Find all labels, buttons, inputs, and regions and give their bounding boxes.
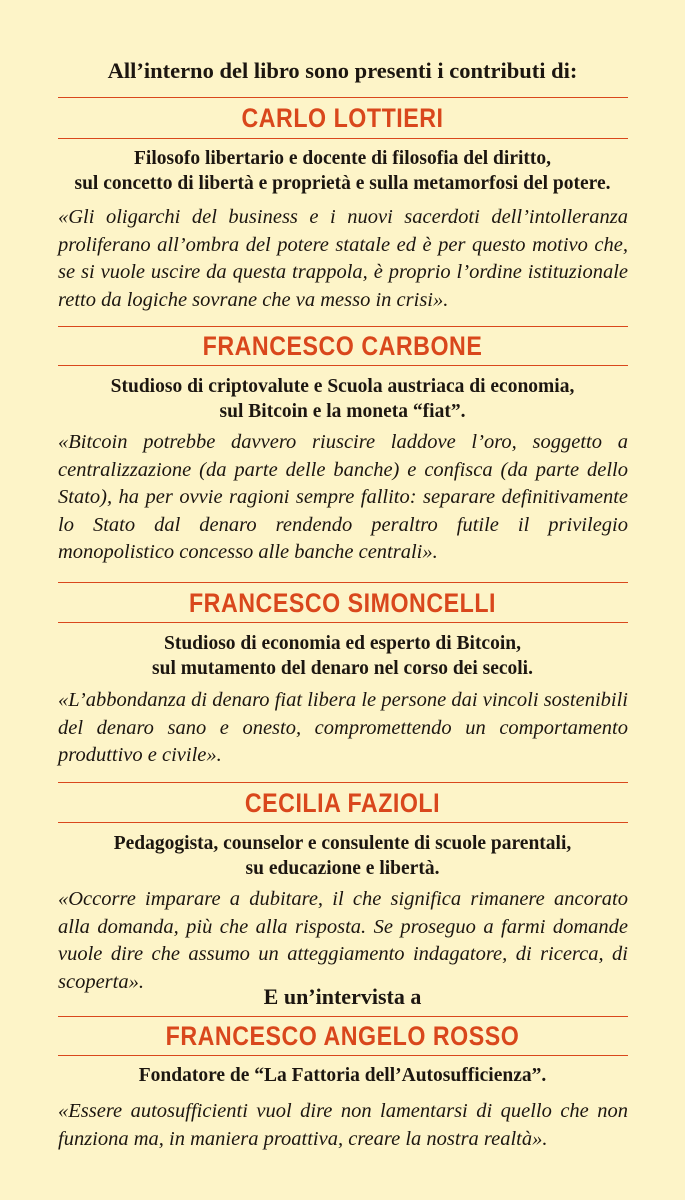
contributor-name: CARLO LOTTIERI	[241, 103, 444, 133]
contributor-description	[40, 831, 645, 881]
contributor-description	[40, 146, 645, 196]
interview-heading: E un’intervista a	[263, 984, 422, 1009]
description-line: su educazione e libertà.	[245, 858, 440, 879]
divider-rule	[58, 97, 628, 98]
contributor-description	[40, 374, 645, 424]
description-line: Fondatore de “La Fattoria dell’Autosufficienza”.	[138, 1065, 547, 1086]
contributor-name: CECILIA FAZIOLI	[244, 788, 441, 818]
contributor-name: FRANCESCO SIMONCELLI	[188, 588, 497, 618]
description-line: Studioso di criptovalute e Scuola austriaca di economia,	[110, 376, 575, 397]
interviewee-name: FRANCESCO ANGELO ROSSO	[165, 1021, 520, 1051]
interviewee-quote: «Essere autosufficienti vuol dire non lamentarsi di quello che non funziona ma, in maniera proattiva, creare la nostra realtà».	[58, 1100, 628, 1150]
description-line: Filosofo libertario e docente di filosofia del diritto,	[133, 148, 552, 169]
description-line: sul mutamento del denaro nel corso dei secoli.	[152, 658, 533, 679]
description-line: sul concetto di libertà e proprietà e sulla metamorfosi del potere.	[74, 173, 611, 194]
divider-rule	[58, 1016, 628, 1017]
contributor-description	[40, 631, 645, 681]
contributor-quote: «L’abbondanza di denaro fiat libera le persone dai vincoli sostenibili del denaro sano e onesto, compromettendo un comportamento produttivo e civile».	[58, 689, 628, 766]
contributor-quote: «Occorre imparare a dubitare, il che significa rimanere ancorato alla domanda, più che alla risposta. Se proseguo a farmi domande vuole dire che assumo un atteggiamento indagatore, di ricerca, di scoperta».	[58, 888, 628, 993]
divider-rule	[58, 782, 628, 783]
description-line: Pedagogista, counselor e consulente di scuole parentali,	[113, 833, 572, 854]
description-line: sul Bitcoin e la moneta “fiat”.	[219, 401, 466, 422]
divider-rule	[58, 622, 628, 623]
divider-rule	[58, 326, 628, 327]
divider-rule	[58, 822, 628, 823]
interviewee-description	[40, 1063, 645, 1088]
intro-heading: All’interno del libro sono presenti i contributi di:	[107, 58, 578, 83]
divider-rule	[58, 582, 628, 583]
description-line: Studioso di economia ed esperto di Bitcoin,	[164, 633, 521, 654]
contributor-quote: «Bitcoin potrebbe davvero riuscire laddove l’oro, soggetto a centralizzazione (da parte delle banche) e confisca (da parte dello Stato), ha per ovvie ragioni sempre fallito: separare definitivamente lo Stato dal denaro rendendo peraltro futile il privilegio monopolistico concesso alle banche centrali».	[58, 431, 628, 563]
divider-rule	[58, 1055, 628, 1056]
divider-rule	[58, 138, 628, 139]
contributor-name: FRANCESCO CARBONE	[202, 331, 483, 361]
divider-rule	[58, 365, 628, 366]
contributor-quote: «Gli oligarchi del business e i nuovi sacerdoti dell’intolleranza proliferano all’ombra del potere statale ed è per questo motivo che, se si vuole uscire da questa trappola, è proprio l’ordine istituzionale retto da logiche sovrane che va messo in crisi».	[58, 206, 628, 311]
